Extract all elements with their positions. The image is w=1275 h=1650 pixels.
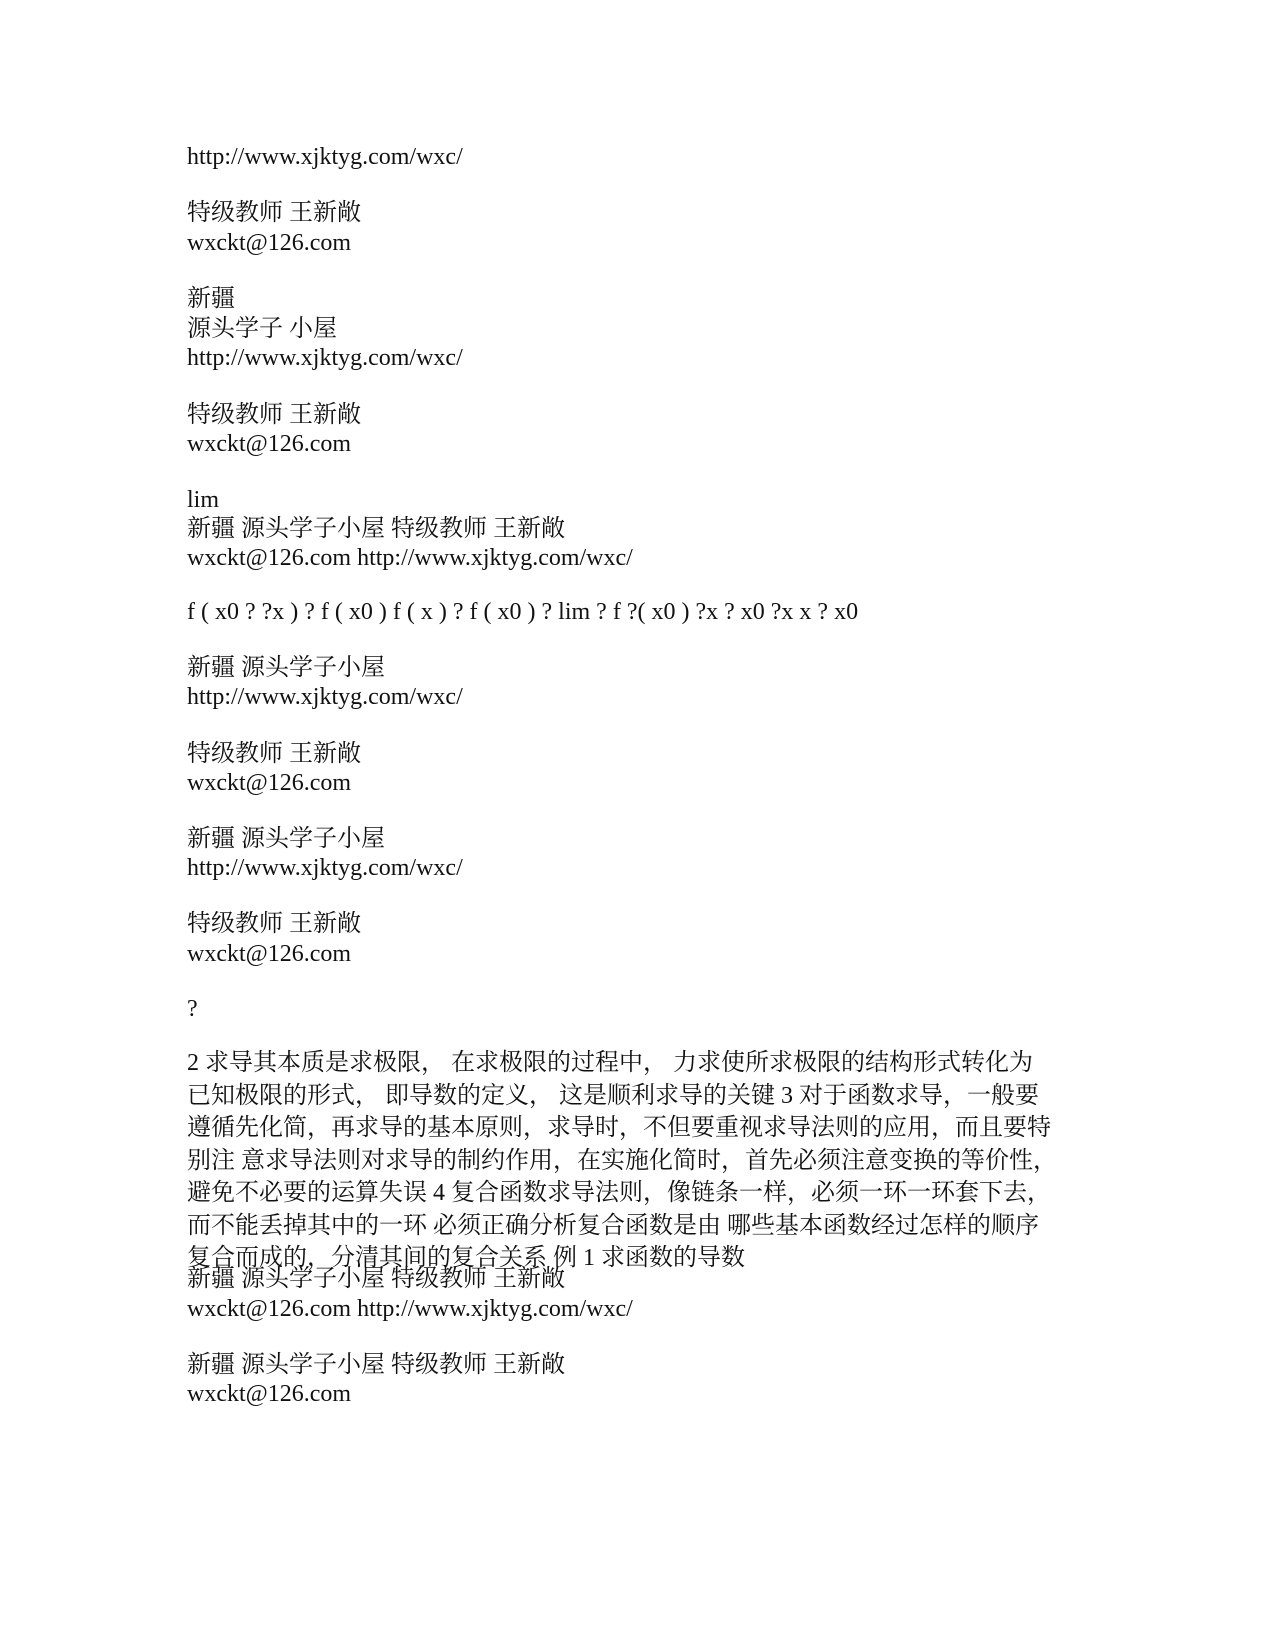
paragraph-line: 别注 意求导法则对求导的制约作用，在实施化简时，首先必须注意变换的等价性， [187, 1147, 1057, 1174]
teacher-name: 特级教师 王新敞 [187, 200, 361, 226]
paragraph-line: 避免不必要的运算失误 4 复合函数求导法则，像链条一样，必须一环一环套下去， [187, 1180, 1051, 1206]
header-credit: 新疆 源头学子小屋 特级教师 王新敞 [187, 516, 565, 542]
unknown-symbol: ? [187, 996, 198, 1022]
paragraph-line: 遵循先化简，再求导的基本原则，求导时，不但要重视求导法则的应用，而且要特 [187, 1115, 1051, 1141]
email-address: wxckt@126.com [187, 230, 352, 256]
paragraph-line: 而不能丢掉其中的一环 必须正确分析复合函数是由 哪些基本函数经过怎样的顺序 [187, 1212, 1039, 1239]
paragraph-line: 已知极限的形式， 即导数的定义， 这是顺利求导的关键 3 对于函数求导，一般要 [187, 1082, 1039, 1109]
email-address: wxckt@126.com [187, 941, 352, 967]
paragraph-line: 2 求导其本质是求极限， 在求极限的过程中， 力求使所求极限的结构形式转化为 [187, 1050, 1033, 1076]
header-credit: 新疆 源头学子小屋 特级教师 王新敞 [187, 1266, 565, 1292]
email-address: wxckt@126.com [187, 1381, 352, 1407]
website-url: http://www.xjktyg.com/wxc/ [187, 855, 463, 881]
site-name: 新疆 源头学子小屋 [187, 655, 385, 681]
site-name: 源头学子 小屋 [187, 316, 337, 342]
email-address: wxckt@126.com [187, 770, 352, 796]
teacher-name: 特级教师 王新敞 [187, 741, 361, 767]
website-url: http://www.xjktyg.com/wxc/ [187, 345, 463, 371]
website-url: http://www.xjktyg.com/wxc/ [187, 144, 463, 170]
body-paragraph [187, 1047, 1107, 1275]
site-name: 新疆 源头学子小屋 [187, 826, 385, 852]
teacher-name: 特级教师 王新敞 [187, 402, 361, 428]
region-label: 新疆 [187, 286, 235, 312]
formula-lim: lim [187, 487, 220, 513]
paragraph-line: 复合而成的，分清其间的复合关系 例 1 求函数的导数 [187, 1245, 745, 1271]
contact-line: wxckt@126.com http://www.xjktyg.com/wxc/ [187, 1296, 633, 1322]
website-url: http://www.xjktyg.com/wxc/ [187, 684, 463, 710]
derivative-formula: f ( x0 ? ?x ) ? f ( x0 ) f ( x ) ? f ( x0 ) ? lim ? f ?( x0 ) ?x ? x0 ?x x ? x0 [187, 599, 859, 625]
contact-line: wxckt@126.com http://www.xjktyg.com/wxc/ [187, 545, 633, 571]
header-credit: 新疆 源头学子小屋 特级教师 王新敞 [187, 1352, 565, 1378]
email-address: wxckt@126.com [187, 431, 352, 457]
teacher-name: 特级教师 王新敞 [187, 911, 361, 937]
